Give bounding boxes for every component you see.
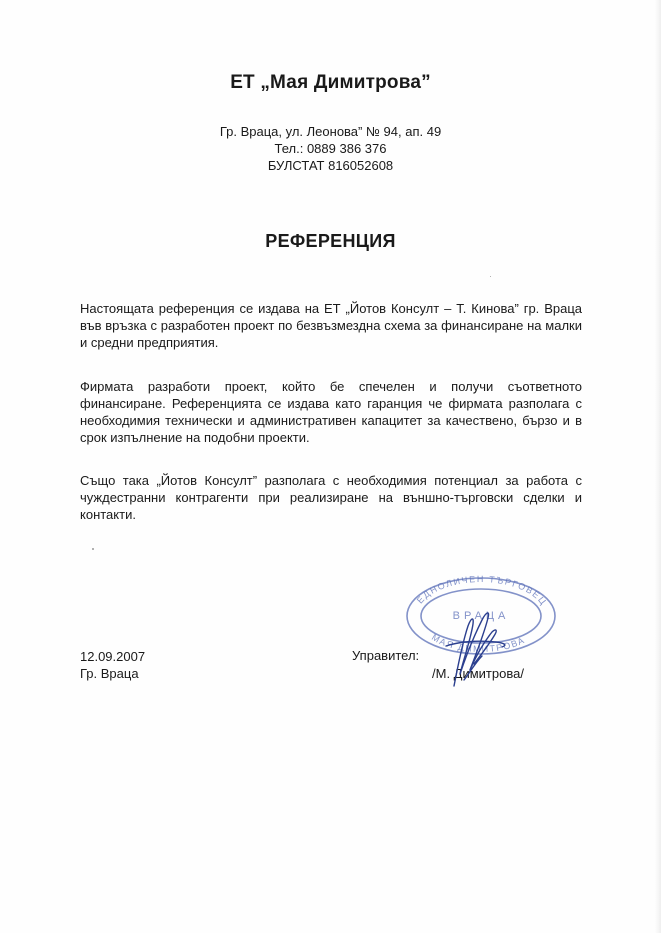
manager-label: Управител: [352, 648, 420, 663]
company-phone: Тел.: 0889 386 376 [274, 141, 387, 156]
manager-name: /М. Димитрова/ [432, 666, 524, 681]
document-city: Гр. Враца [80, 666, 139, 681]
date-place-block [80, 648, 145, 682]
company-address: Гр. Враца, ул. Леонова” № 94, ап. 49 [219, 124, 442, 139]
svg-text:ЕДНОЛИЧЕН ТЪРГОВЕЦ: ЕДНОЛИЧЕН ТЪРГОВЕЦ [414, 573, 549, 608]
document-date: 12.09.2007 [80, 649, 146, 664]
svg-text:МАЯ ДИМИТРОВА: МАЯ ДИМИТРОВА [429, 632, 527, 655]
document-title: РЕФЕРЕНЦИЯ [265, 231, 396, 251]
company-bulstat: БУЛСТАТ 816052608 [267, 158, 394, 173]
body-paragraph-2: Фирмата разработи проект, който бе спечелен и получи съответното финансиране. Референцията се издава като гаранция че фирмата разполага с необходимия технически и административен капацитет за качествено, бързо и в срок изпълнение на подобни проекти. [80, 379, 582, 445]
scan-speck [92, 548, 94, 550]
company-contact-block [0, 123, 661, 174]
body-paragraph-3: Също така „Йотов Консулт” разполага с необходимия потенциал за работа с чуждестранни контрагенти при реализиране на външно-търговски сделки и контакти. [80, 473, 582, 522]
signature-icon [424, 596, 524, 696]
scan-speck [490, 276, 491, 277]
svg-text:ВРАЦА: ВРАЦА [452, 610, 510, 622]
company-name: ЕТ „Мая Димитрова” [230, 72, 431, 93]
body-paragraph-1: Настоящата референция се издава на ЕТ „Йотов Консулт – Т. Кинова” гр. Враца във връзка с разработен проект по безвъзмездна схема за финансиране на малки и средни предприятия. [80, 301, 582, 350]
